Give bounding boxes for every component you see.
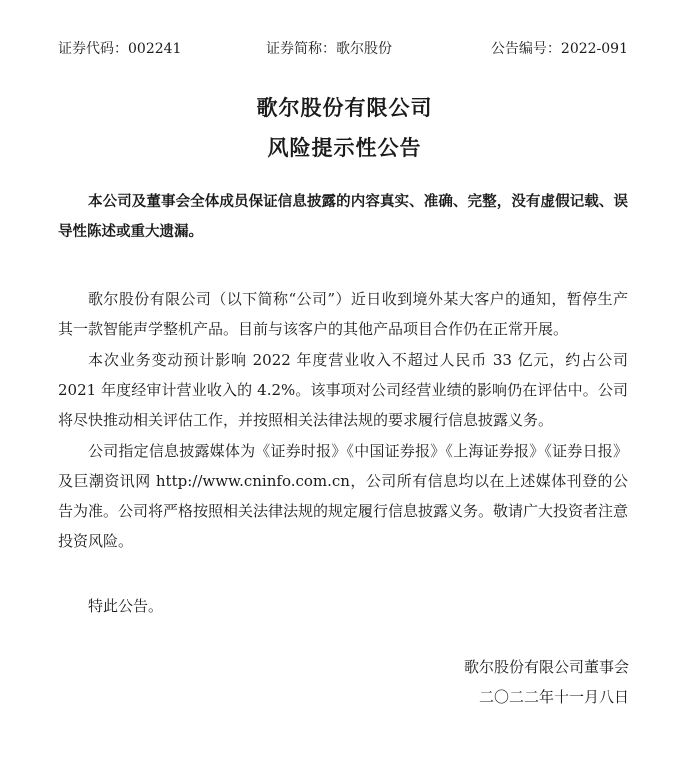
closing-text: 特此公告。 [88, 597, 164, 615]
board-statement: 本公司及董事会全体成员保证信息披露的内容真实、准确、完整，没有虚假记载、误导性陈述或重大遗漏。 [58, 194, 628, 240]
announcement-title: 风险提示性公告 [267, 136, 422, 160]
stock-abbreviation: 证券简称：歌尔股份 [266, 41, 392, 57]
paragraph-impact: 本次业务变动预计影响 2022 年度营业收入不超过人民币 33 亿元，约占公司2021 年度经审计营业收入的 4.2%。该事项对公司经营业绩的影响仍在评估中。公司将尽快推动相关评估工作，并按照相关法律法规的要求履行信息披露义务。 [58, 351, 628, 429]
signature-organization: 歌尔股份有限公司董事会 [463, 658, 629, 676]
document-header [58, 38, 628, 62]
signature-date: 二〇二二年十一月八日 [478, 688, 629, 706]
paragraph-notice: 歌尔股份有限公司（以下简称“公司”）近日收到境外某大客户的通知，暂停生产其一款智能声学整机产品。目前与该客户的其他产品项目合作仍在正常开展。 [58, 290, 628, 338]
announcement-number: 公告编号：2022-091 [490, 41, 628, 57]
company-title: 歌尔股份有限公司 [256, 96, 433, 120]
paragraph-media: 公司指定信息披露媒体为《证券时报》《中国证券报》《上海证券报》《证券日报》及巨潮资讯网 http://www.cninfo.com.cn，公司所有信息均以在上述媒体刊登的公告为准。公司将严格按照相关法律法规的规定履行信息披露义务。敬请广大投资者注意投资风险。 [58, 442, 629, 550]
stock-code: 证券代码：002241 [58, 41, 182, 57]
